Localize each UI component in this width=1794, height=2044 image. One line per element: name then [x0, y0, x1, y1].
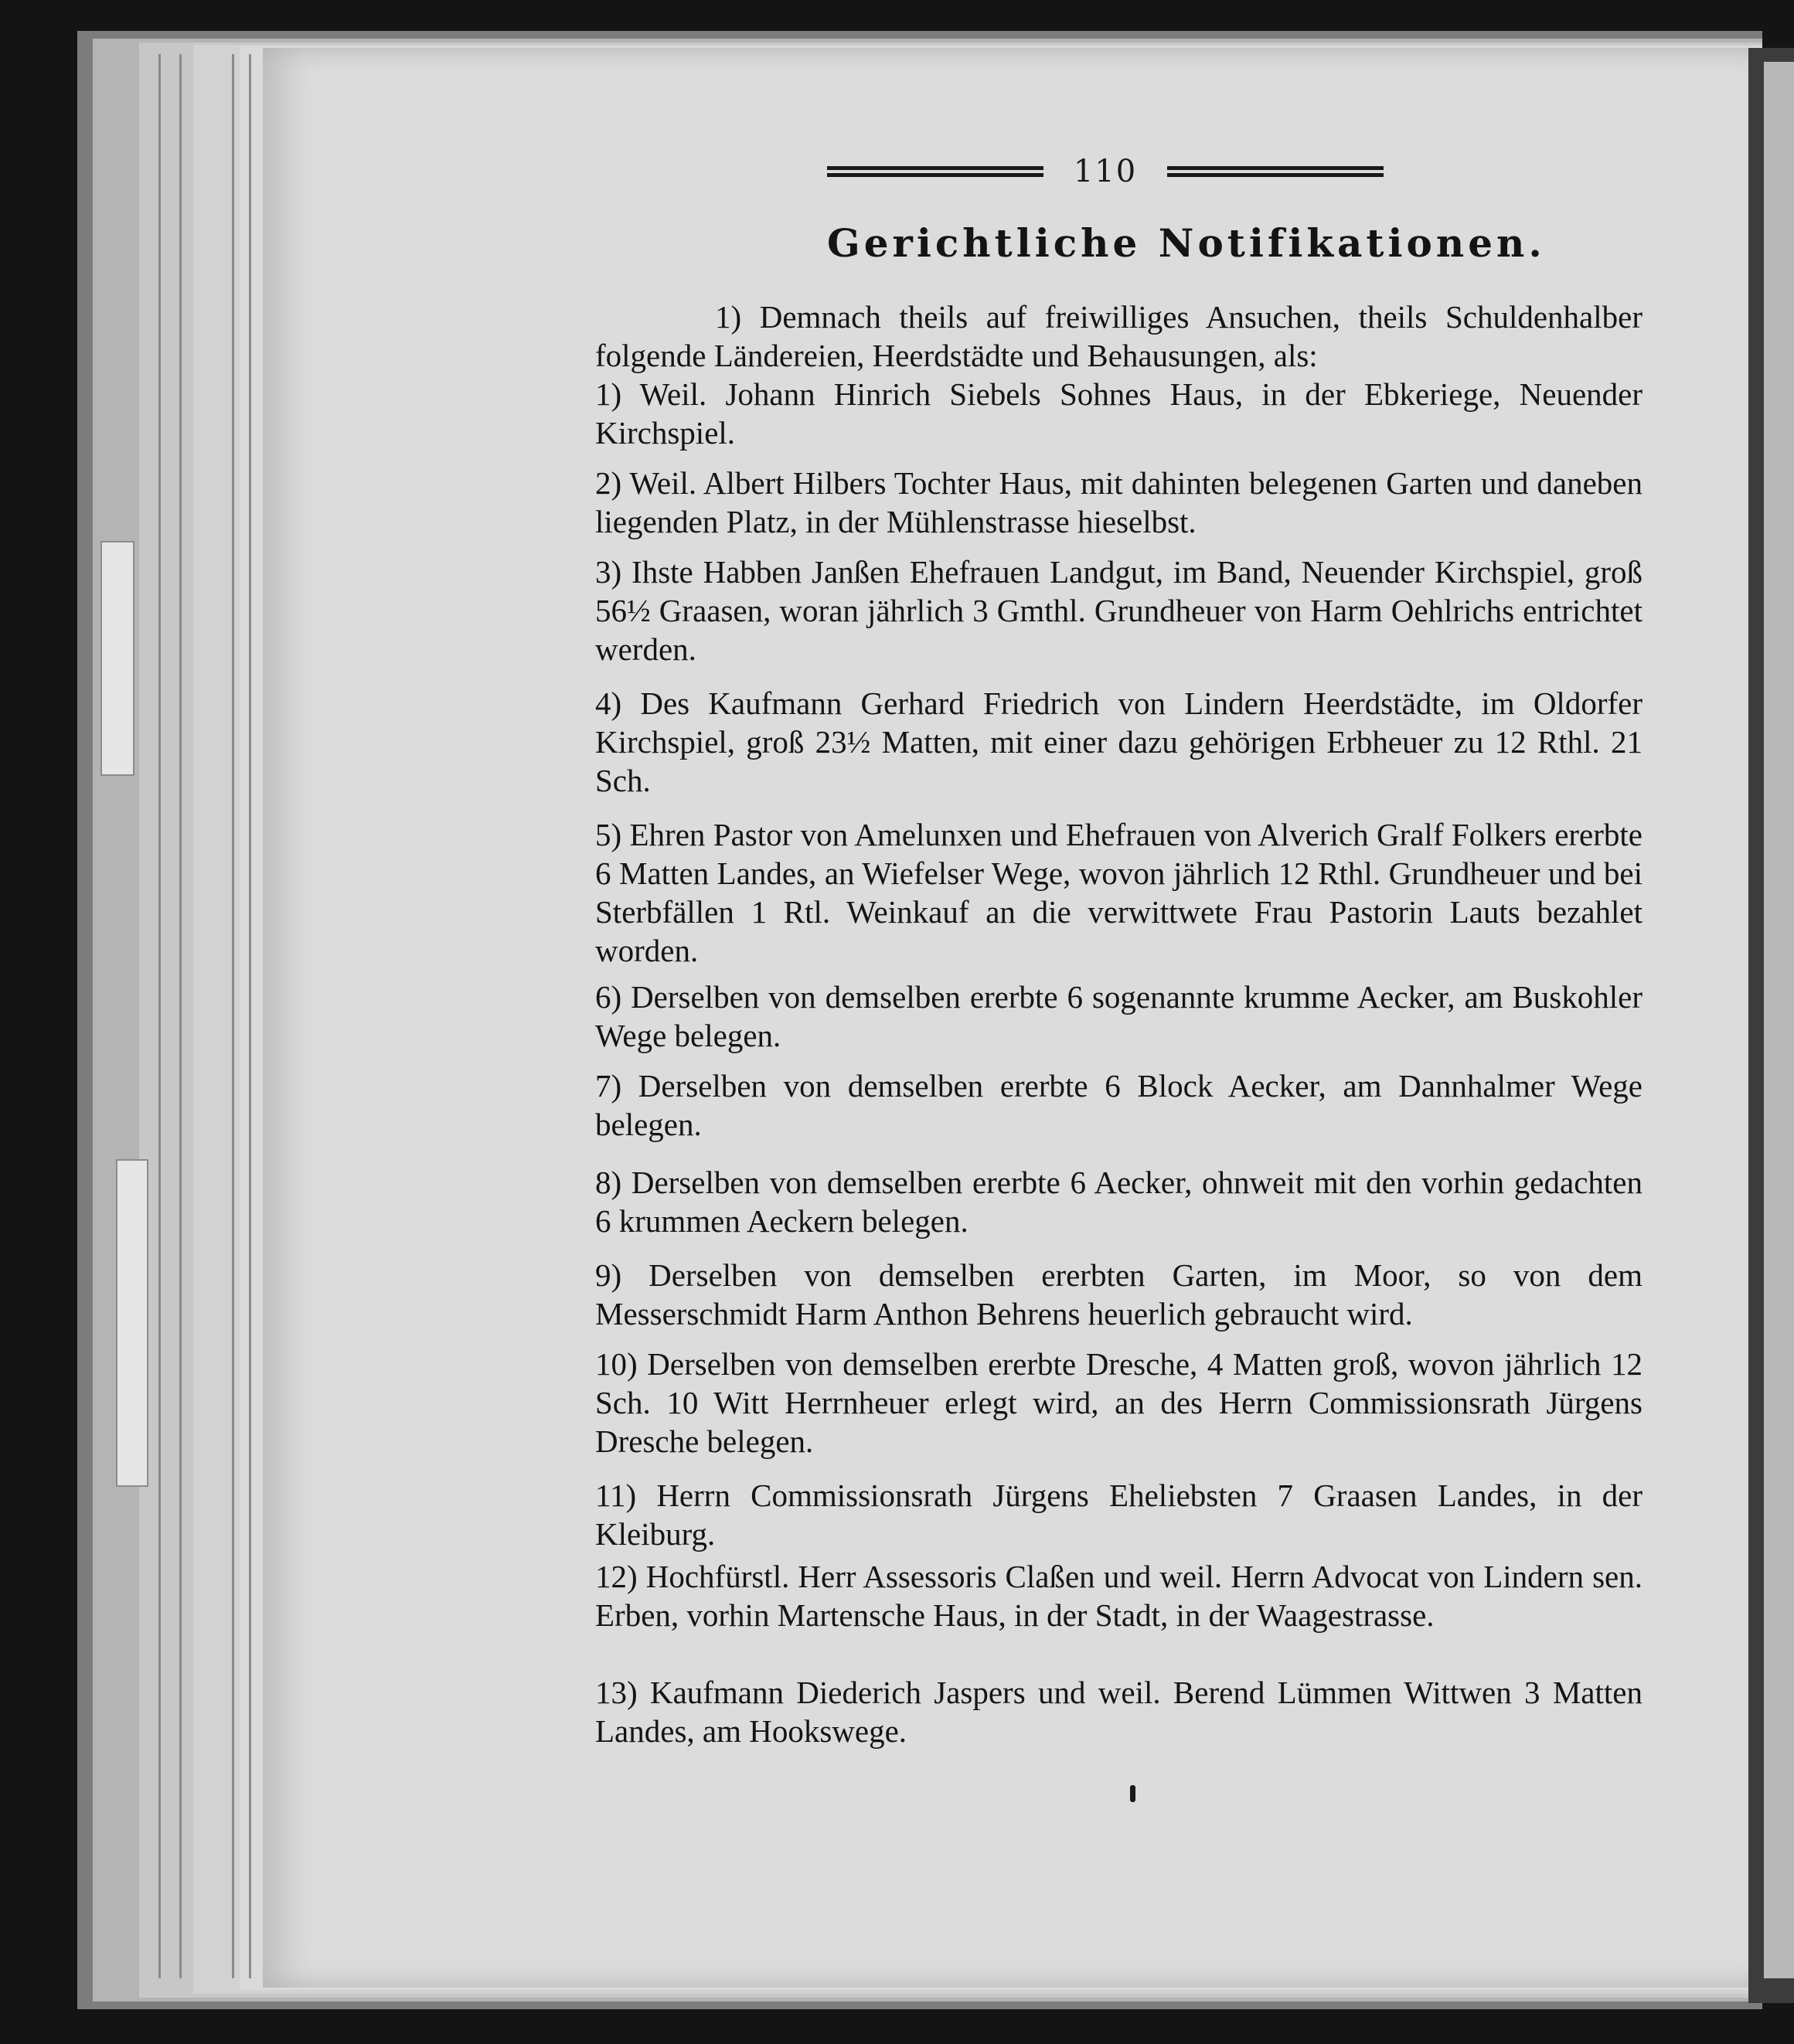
list-item: 3) Ihste Habben Janßen Ehefrauen Landgut, im Band, Neuender Kirchspiel, groß 56½ Graasen, woran jährlich 3 Gmthl. Grundheuer von Harm Oehlrichs entrichtet werden.	[595, 554, 1643, 667]
list-item: 4) Des Kaufmann Gerhard Friedrich von Lindern Heerdstädte, im Oldorfer Kirchspiel, groß 23½ Matten, mit einer dazu gehörigen Erbheuer zu 12 Rthl. 21 Sch.	[595, 685, 1643, 798]
page-header	[827, 153, 1384, 190]
list-item: 12) Hochfürstl. Herr Assessoris Claßen und weil. Herrn Advocat von Lindern sen. Erben, vorhin Martensche Haus, in der Stadt, in der Waagestrasse.	[595, 1559, 1643, 1633]
list-item: 8) Derselben von demselben ererbte 6 Aecker, ohnweit mit den vorhin gedachten 6 krummen Aeckern belegen.	[595, 1165, 1643, 1239]
header-rule-left	[827, 164, 1043, 179]
section-title: Gerichtliche Notifikationen.	[827, 220, 1546, 266]
list-item: 1) Weil. Johann Hinrich Siebels Sohnes Haus, in der Ebkeriege, Neuender Kirchspiel.	[595, 376, 1643, 451]
list-item: 10) Derselben von demselben ererbte Dresche, 4 Matten groß, wovon jährlich 12 Sch. 10 Witt Herrnheuer erlegt wird, an des Herrn Commissionsrath Jürgens Dresche belegen.	[595, 1346, 1643, 1459]
list-item: 2) Weil. Albert Hilbers Tochter Haus, mit dahinten belegenen Garten und daneben liegenden Platz, in der Mühlenstrasse hieselbst.	[595, 465, 1643, 539]
header-rule-right	[1167, 164, 1384, 179]
right-page-edge	[1764, 62, 1794, 1978]
page-number: 110	[1073, 154, 1138, 189]
paper-tab	[116, 1159, 148, 1487]
paper-tab	[100, 541, 134, 776]
list-item: 11) Herrn Commissionsrath Jürgens Eheliebsten 7 Graasen Landes, in der Kleiburg.	[595, 1478, 1643, 1552]
list-item: 6) Derselben von demselben ererbte 6 sogenannte krumme Aecker, am Buskohler Wege belegen.	[595, 979, 1643, 1053]
page-edge-line	[249, 54, 251, 1978]
page-edge-line	[179, 54, 182, 1978]
list-item: 13) Kaufmann Diederich Jaspers und weil. Berend Lümmen Wittwen 3 Matten Landes, am Hookswege.	[595, 1675, 1643, 1749]
list-item: 9) Derselben von demselben ererbten Garten, im Moor, so von dem Messerschmidt Harm Anthon Behrens heuerlich gebraucht wird.	[595, 1257, 1643, 1331]
ink-mark	[1130, 1785, 1135, 1802]
page-edge-line	[158, 54, 161, 1978]
list-item: 5) Ehren Pastor von Amelunxen und Ehefrauen von Alverich Gralf Folkers ererbte 6 Matten Landes, an Wiefelser Wege, wovon jährlich 12 Rthl. Grundheuer und bei Sterbfällen 1 Rtl. Weinkauf an die verwittwete Frau Pastorin Lauts bezahlet worden.	[595, 817, 1643, 968]
list-item: 7) Derselben von demselben ererbte 6 Block Aecker, am Dannhalmer Wege belegen.	[595, 1068, 1643, 1142]
intro-paragraph: 1) Demnach theils auf freiwilliges Ansuchen, theils Schuldenhalber folgende Ländereien, Heerdstädte und Behausungen, als:	[595, 299, 1643, 373]
page-edge-line	[232, 54, 234, 1978]
